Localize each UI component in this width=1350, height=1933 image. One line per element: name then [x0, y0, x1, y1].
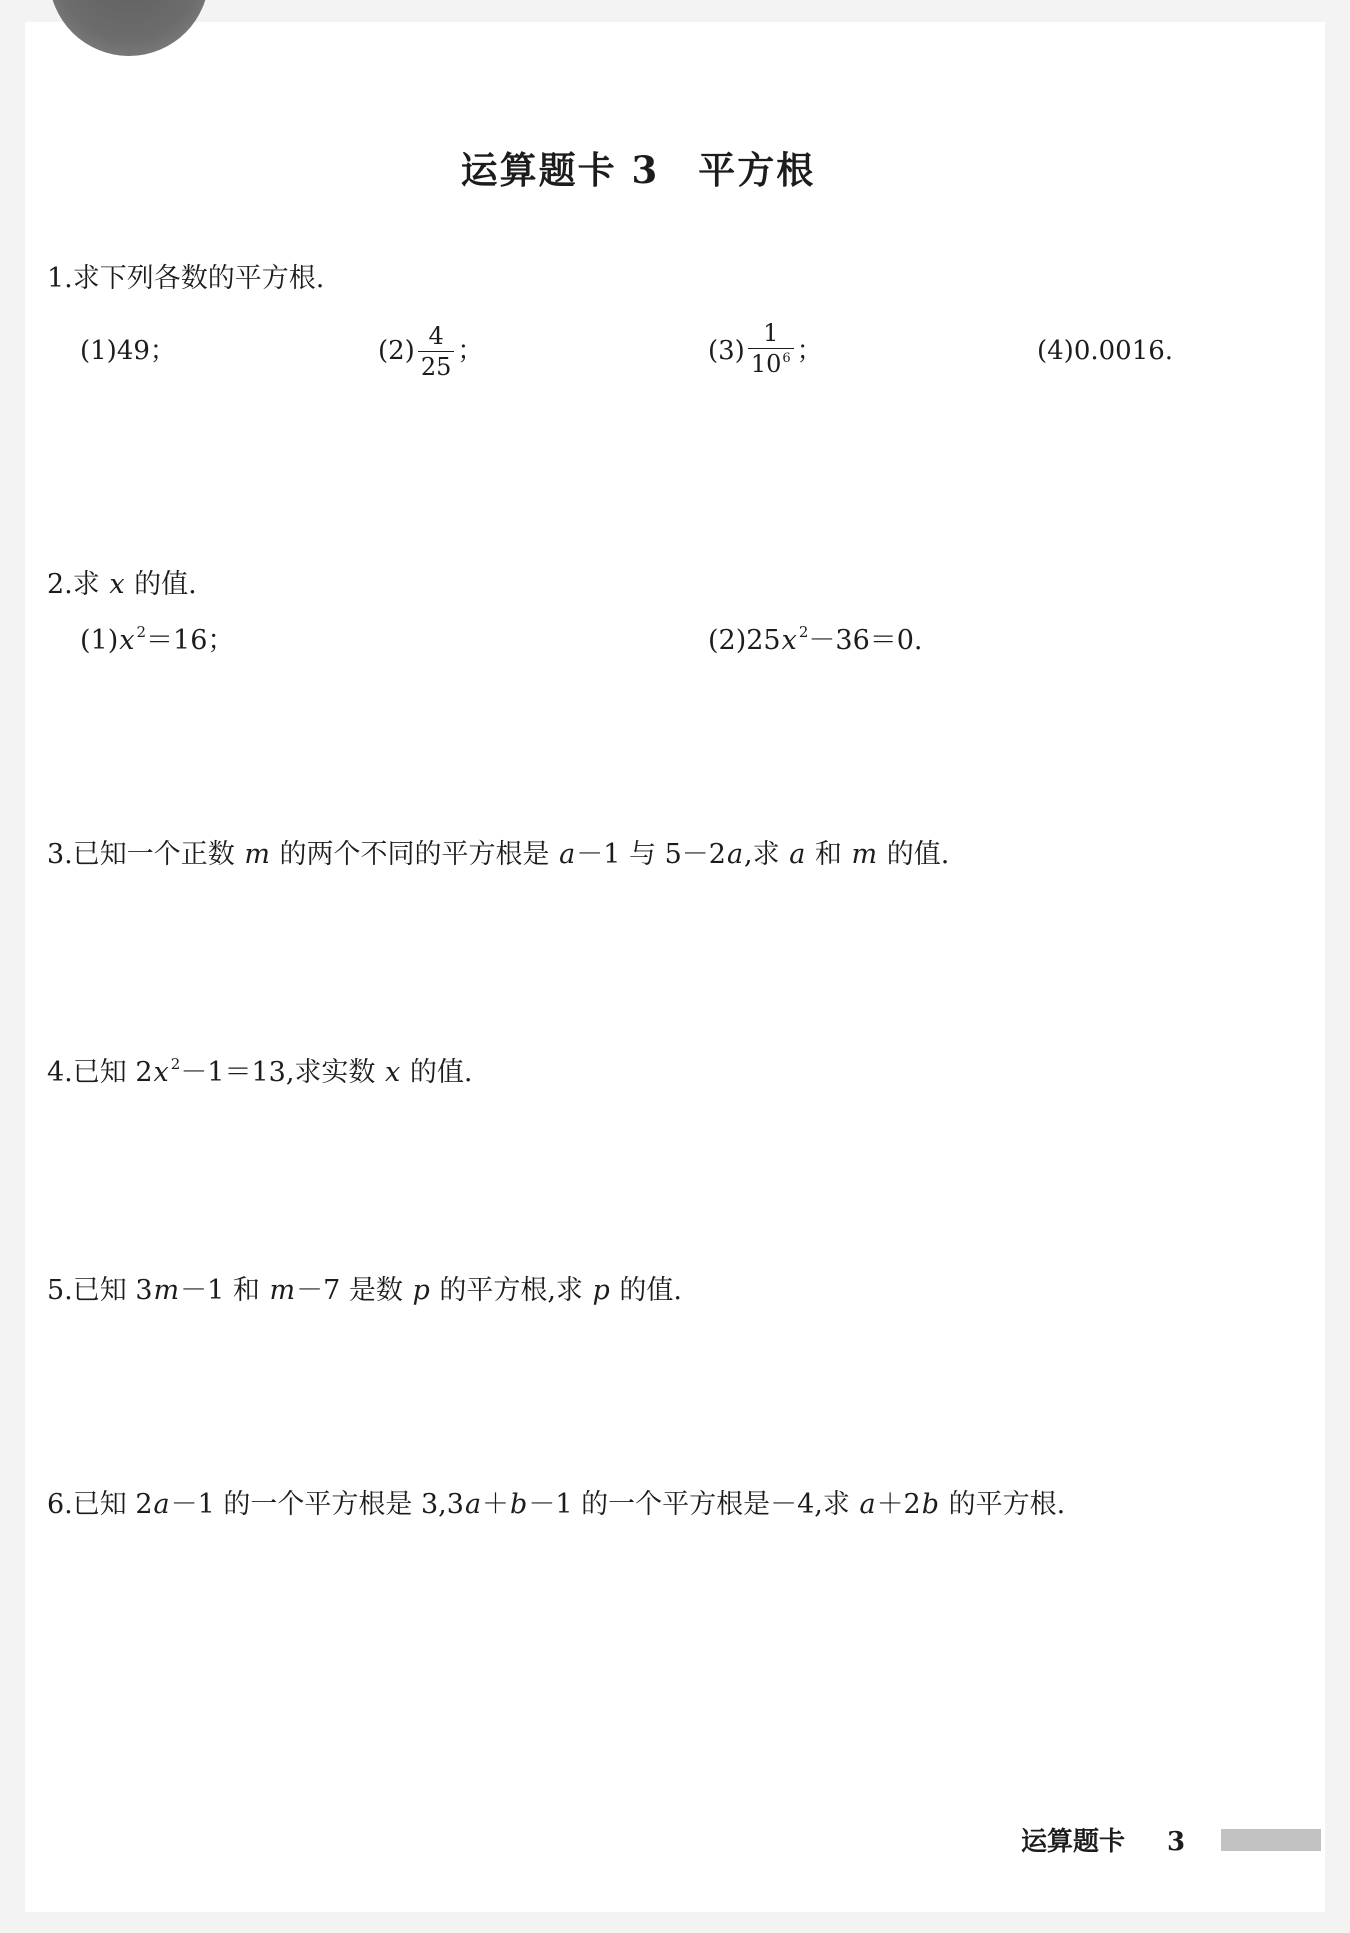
variable-x: x [781, 625, 797, 656]
fraction-numerator [760, 318, 781, 348]
variable-p: p [412, 1275, 430, 1306]
exponent: 6 [782, 351, 791, 366]
fraction-denominator [418, 351, 455, 382]
question-4 [47, 1055, 472, 1094]
exponent: 2 [136, 623, 147, 641]
page-number: 3 [1167, 1827, 1186, 1857]
question-text: ＋2 [876, 1489, 921, 1520]
question-text: 的平方根,求 [430, 1275, 592, 1306]
variable-b: b [921, 1489, 940, 1520]
item-text: (1)49； [80, 336, 176, 366]
variable-m: m [269, 1275, 296, 1306]
variable-x: x [153, 1057, 169, 1088]
equation-rest: －36＝0. [808, 625, 923, 656]
fraction-denominator [748, 348, 794, 384]
variable-x: x [385, 1057, 401, 1088]
variable-p: p [592, 1275, 610, 1306]
worksheet-page [25, 22, 1325, 1912]
fraction [418, 321, 455, 382]
page-title: 运算题卡 3 平方根 [460, 148, 816, 192]
question-text: 的两个不同的平方根是 [270, 839, 559, 870]
variable-a: a [789, 839, 806, 870]
numerator-value: 4 [428, 321, 444, 350]
plus-sign: ＋ [482, 1489, 510, 1520]
variable-m: m [153, 1275, 180, 1306]
question-3 [47, 837, 949, 873]
fraction-numerator [425, 321, 446, 351]
question-text: －1 与 5－2 [576, 839, 726, 870]
question-1-item-4 [1037, 311, 1173, 391]
question-2-item-2 [708, 623, 923, 662]
question-text: ,求 [744, 839, 789, 870]
question-text: 的值. [125, 569, 197, 600]
question-text: 6.已知 2 [47, 1489, 153, 1520]
question-text: 的值. [878, 839, 950, 870]
variable-m: m [244, 839, 270, 870]
fraction [748, 318, 794, 384]
question-text: 的值. [401, 1057, 473, 1088]
numerator-value: 1 [763, 319, 779, 347]
question-6 [47, 1487, 1065, 1523]
denominator-base: 10 [750, 350, 782, 378]
item-end-punctuation: ； [796, 336, 823, 366]
question-text: 2.求 [47, 569, 109, 600]
item-label: (2)25 [708, 625, 781, 656]
question-text: －1 的一个平方根是－4,求 [528, 1489, 859, 1520]
item-label: (2) [378, 336, 415, 366]
variable-b: b [510, 1489, 528, 1520]
question-text: 4.已知 2 [47, 1057, 153, 1088]
question-5 [47, 1273, 682, 1309]
question-2-item-1 [80, 623, 234, 662]
item-label: (3) [708, 336, 745, 366]
question-text: －1 的一个平方根是 3,3 [170, 1489, 464, 1520]
question-text: －7 是数 [296, 1275, 412, 1306]
item-text: (4)0.0016. [1037, 336, 1174, 366]
denominator-value: 25 [420, 352, 452, 381]
variable-x: x [119, 625, 135, 656]
exponent: 2 [798, 623, 809, 641]
exponent: 2 [170, 1055, 181, 1073]
variable-m: m [851, 839, 878, 870]
question-1-item-2 [378, 311, 483, 391]
question-text: 和 [806, 839, 851, 870]
footer-decoration-bar [1221, 1829, 1321, 1851]
question-text: 5.已知 3 [47, 1275, 153, 1306]
variable-a: a [559, 839, 576, 870]
question-text: 的值. [610, 1275, 682, 1306]
item-end-punctuation: ； [457, 336, 484, 366]
equation-rest: ＝16； [146, 625, 235, 656]
item-label: (1) [80, 625, 119, 656]
variable-a: a [726, 839, 744, 870]
question-text: －1 和 [180, 1275, 269, 1306]
question-text: 3.已知一个正数 [47, 839, 244, 870]
question-text: 的平方根. [940, 1489, 1066, 1520]
question-1-text: 1.求下列各数的平方根. [47, 263, 325, 294]
question-1-item-1 [80, 311, 176, 391]
question-2 [47, 567, 197, 603]
variable-a: a [153, 1489, 170, 1520]
variable-x: x [109, 569, 125, 600]
variable-a: a [464, 1489, 482, 1520]
variable-a: a [859, 1489, 876, 1520]
question-text: －1＝13,求实数 [180, 1057, 385, 1088]
footer-label: 运算题卡 [1021, 1827, 1126, 1857]
question-1-item-3 [708, 311, 823, 391]
question-1 [47, 261, 324, 297]
